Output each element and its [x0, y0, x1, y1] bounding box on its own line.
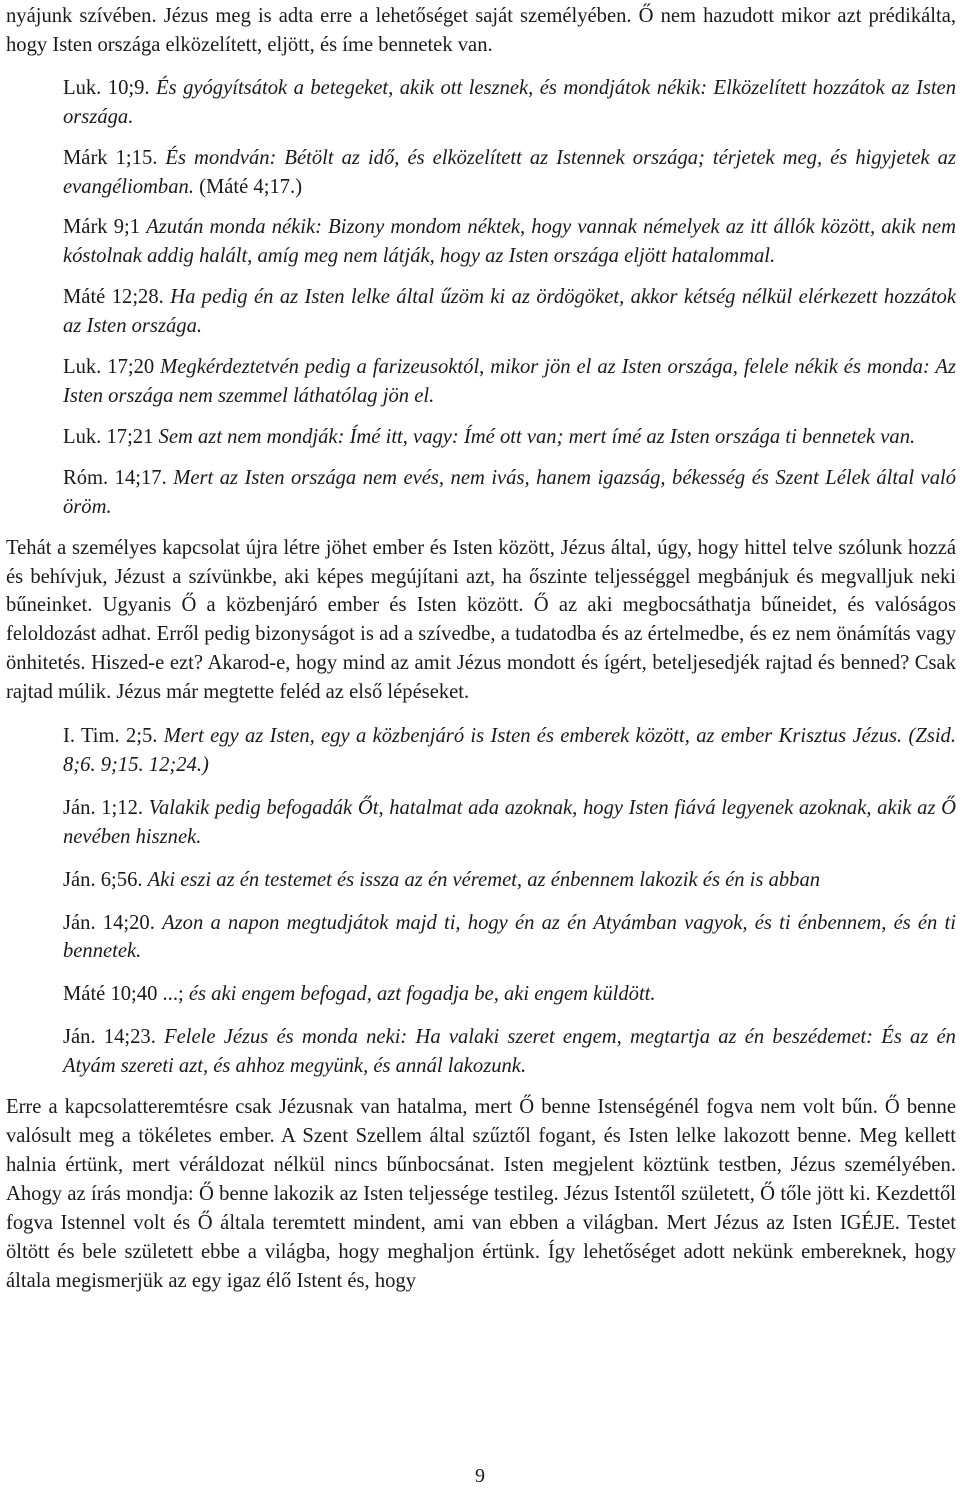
quote-text: Felele Jézus és monda neki: Ha valaki szeret engem, megtartja az én beszédemet: És az én Atyám szereti azt, és ahhoz megyünk, és annál lakozunk.: [63, 1026, 956, 1078]
quote-crossref: (Máté 4;17.): [193, 175, 303, 198]
scripture-quote: [63, 980, 956, 1009]
quote-text: és aki engem befogad, azt fogadja be, aki engem küldött.: [188, 983, 656, 1006]
scripture-quote: [63, 794, 956, 852]
quote-text: Mert egy az Isten, egy a közbenjáró is Isten és emberek között, az ember Krisztus Jézus. (Zsid. 8;6. 9;15. 12;24.): [63, 725, 956, 776]
quote-list-2: [6, 722, 956, 1081]
quote-reference: Márk 9;1: [63, 216, 141, 239]
scripture-quote: [63, 464, 956, 522]
quote-text: Azon a napon megtudjátok majd ti, hogy én az én Atyámban vagyok, és ti énbennem, és én ti bennetek.: [63, 911, 956, 963]
quote-text: És gyógyítsátok a betegeket, akik ott lesznek, és mondjátok nékik: Elközelített hozzátok az Isten országa.: [63, 76, 956, 128]
quote-reference: Ján. 6;56.: [63, 868, 143, 891]
scripture-quote: [63, 74, 956, 132]
scripture-quote: [63, 866, 956, 895]
intro-paragraph: nyájunk szívében. Jézus meg is adta erre a lehetőséget saját személyében. Ő nem hazudott mikor azt prédikálta, hogy Isten országa elközelített, eljött, és íme bennetek van.: [6, 5, 956, 56]
quote-reference: Ján. 14;20.: [63, 911, 155, 934]
body-paragraph: Erre a kapcsolatteremtésre csak Jézusnak van hatalma, mert Ő benne Istenségénél fogva nem volt bűn. Ő benne valósult meg a tökéletes ember. A Szent Szellem által szűztől fogant, és Isten lelke lakozott benne. Meg kellett halnia értünk, mert véráldozat nélkül nincs bűnbocsánat. Isten megjelent köztünk testben, Jézus személyében. Ahogy az írás mondja: Ő benne lakozik az Isten teljessége testileg. Jézus Istentől született, Ő tőle jött ki. Kezdettől fogva Istennel volt és Ő általa teremtett mindent, ami van ebben a világban. Mert Jézus az Isten IGÉJE. Testet öltött és bele született ebbe a világba, hogy meghaljon értünk. Így lehetőséget adott nekünk embereknek, hogy általa megismerjük az egy igaz élő Istent és, hogy: [6, 1096, 956, 1292]
scripture-quote: [63, 909, 956, 967]
quote-text: Aki eszi az én testemet és issza az én véremet, az énbennem lakozik és én is abban: [147, 868, 821, 891]
quote-text: Valakik pedig befogadák Őt: [148, 796, 379, 819]
quote-reference: Ján. 1;12.: [63, 796, 144, 819]
scripture-quote: [63, 1023, 956, 1081]
quote-text: Mert az Isten országa nem evés, nem ivás, hanem igazság, békesség és Szent Lélek által való öröm.: [63, 466, 957, 518]
page-number: 9: [475, 1465, 485, 1487]
quote-text-continued: hatalmat ada azoknak, hogy Isten fiává legyenek azoknak, akik az Ő nevében hisznek.: [63, 796, 956, 848]
quote-text: Azután monda nékik: Bizony mondom néktek, hogy vannak némelyek az itt állók között, akik nem kóstolnak addig halált, amíg meg nem látják, hogy az Isten országa eljött hatalommal.: [63, 216, 956, 268]
quote-reference: Máté 10;40 ...;: [63, 983, 184, 1006]
document-page: [6, 2, 956, 1310]
quote-reference: Luk. 17;21: [63, 425, 154, 448]
quote-reference: Róm. 14;17.: [63, 466, 167, 489]
quote-reference: Ján. 14;23.: [63, 1026, 156, 1049]
quote-reference: Luk. 17;20: [63, 356, 155, 379]
quote-punctuation: ,: [378, 796, 390, 819]
scripture-quote: [63, 213, 956, 271]
quote-text: És mondván: Bétölt az idő, és elközelített az Istennek országa; térjetek meg, és higyjetek az evangéliomban.: [63, 146, 956, 198]
scripture-quote: [63, 283, 956, 341]
scripture-quote: [63, 353, 956, 411]
quote-reference: I. Tim. 2;5.: [63, 725, 158, 748]
scripture-quote: [63, 144, 956, 202]
quote-text: Sem azt nem mondják: Ímé itt, vagy: Ímé ott van; mert ímé az Isten országa ti bennetek van.: [158, 425, 916, 448]
scripture-quote: [63, 722, 956, 780]
quote-reference: Luk. 10;9.: [63, 76, 150, 99]
body-paragraph: Tehát a személyes kapcsolat újra létre jöhet ember és Isten között, Jézus által, úgy, hogy hittel telve szólunk hozzá és behívjuk, Jézust a szívünkbe, aki képes megújítani azt, ha őszinte teljességgel megbánjuk és megvalljuk neki bűneinket. Ugyanis Ő a közbenjáró ember és Isten között. Ő az aki megbocsáthatja bűneidet, és valóságos feloldozást adhat. Erről pedig bizonyságot is ad a szívedbe, a tudatodba és az értelmedbe, és ez nem önámítás vagy önhitetés. Hiszed-e ezt? Akarod-e, hogy mind az amit Jézus mondott és ígért, beteljesedjék rajtad és benned? Csak rajtad múlik. Jézus már megtette feléd az első lépéseket.: [6, 536, 956, 704]
quote-list-1: [6, 74, 956, 522]
scripture-quote: [63, 423, 956, 452]
quote-text: Ha pedig én az Isten lelke által űzöm ki az ördögöket, akkor kétség nélkül elérkezett hozzátok az Isten országa.: [63, 286, 956, 338]
quote-reference: Máté 12;28.: [63, 286, 164, 309]
quote-text: Megkérdeztetvén pedig a farizeusoktól, mikor jön el az Isten országa, felele nékik és monda: Az Isten országa nem szemmel láthatólag jön el.: [63, 356, 956, 407]
quote-reference: Márk 1;15.: [63, 146, 158, 169]
